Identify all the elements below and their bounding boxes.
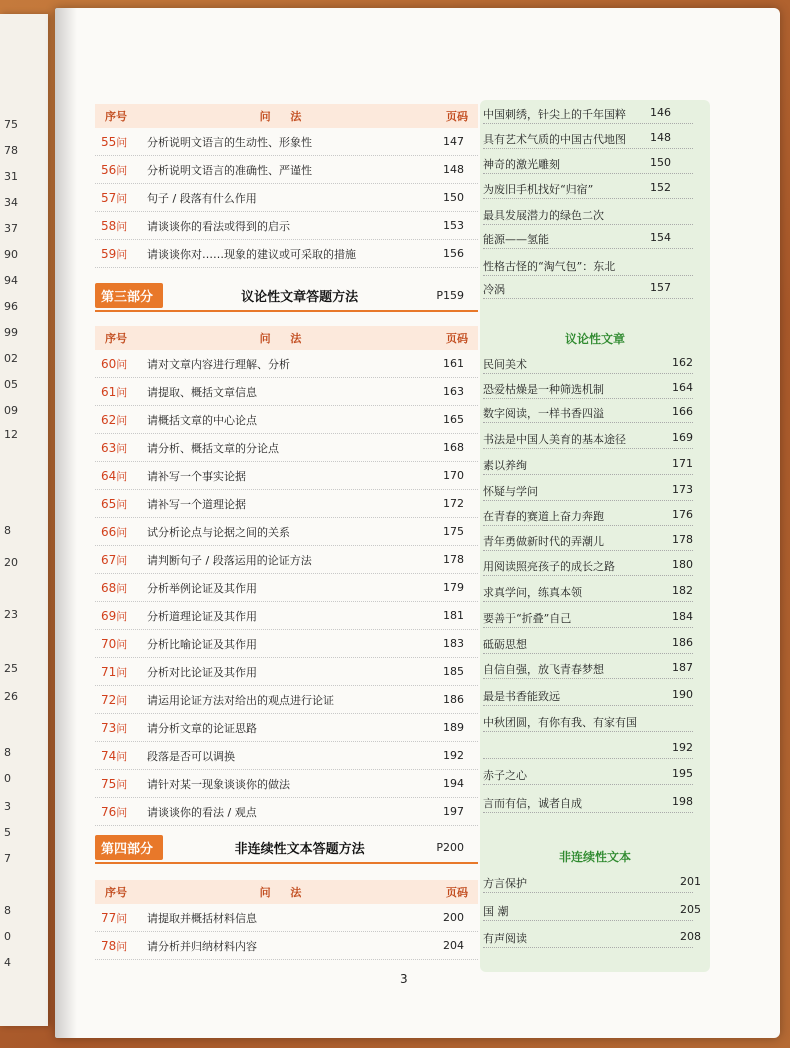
number: 55 [101,134,117,149]
margin-number: 96 [4,300,18,313]
dotted-divider [483,248,693,249]
page-ref: 161 [443,357,464,370]
dotted-divider [483,678,693,679]
dotted-divider [483,575,693,576]
margin-number: 0 [4,772,11,785]
article-page: 192 [672,741,693,754]
margin-number: 23 [4,608,18,621]
number: 70 [101,636,117,651]
header-question: 问 法 [259,886,310,899]
article-title[interactable]: 冷涡 [483,283,505,296]
margin-number: 34 [4,196,18,209]
article-page: 205 [680,903,701,916]
dotted-divider [483,812,693,813]
article-page: 186 [672,636,693,649]
margin-number: 0 [4,930,11,943]
question-text: 请判断句子 / 段落运用的论证方法 [147,553,312,567]
table-row[interactable] [95,490,478,518]
table-row[interactable] [95,462,478,490]
question-number [95,440,147,456]
article-page: 184 [672,610,693,623]
article-title[interactable]: 赤子之心 [483,769,527,782]
wen-suffix: 问 [116,911,128,925]
article-title[interactable]: 书法是中国人美育的基本途径 [483,433,626,446]
section-3-header [95,280,478,312]
question-text: 请谈谈你对……现象的建议或可采取的措施 [147,247,356,261]
dotted-divider [483,398,693,399]
margin-number: 7 [4,852,11,865]
article-page: 164 [672,381,693,394]
table-row[interactable] [95,546,478,574]
number: 71 [101,664,117,679]
question-text: 分析比喻论证及其作用 [147,637,257,651]
article-page: 198 [672,795,693,808]
article-title[interactable]: 用阅读照亮孩子的成长之路 [483,560,615,573]
page-ref: 181 [443,609,464,622]
page-ref: 178 [443,553,464,566]
page-ref: 175 [443,525,464,538]
margin-number: 20 [4,556,18,569]
question-number [95,636,147,652]
article-page: 176 [672,508,693,521]
number: 61 [101,384,117,399]
article-title[interactable]: 砥砺思想 [483,638,527,651]
page-spine-shadow [55,8,77,1038]
toc-table-2 [95,326,478,826]
question-number [95,162,147,178]
table-row[interactable] [95,406,478,434]
article-page: 154 [650,231,671,244]
header-page: 页码 [446,332,468,345]
question-text: 请提取、概括文章信息 [147,385,257,399]
article-title[interactable]: 具有艺术气质的中国古代地图 [483,133,626,146]
article-page: 162 [672,356,693,369]
margin-number: 8 [4,746,11,759]
number: 73 [101,720,117,735]
page-ref: 168 [443,441,464,454]
margin-number: 09 [4,404,18,417]
question-text: 分析对比论证及其作用 [147,665,257,679]
page-ref: 192 [443,749,464,762]
dotted-divider [483,601,693,602]
article-page: 190 [672,688,693,701]
article-title[interactable]: 自信自强，放飞青春梦想 [483,663,604,676]
section-tag: 第三部分 [95,283,163,308]
number: 74 [101,748,117,763]
header-no: 序号 [105,332,127,345]
dotted-divider [483,275,693,276]
article-title[interactable]: 要善于“折叠”自己 [483,612,572,625]
question-text: 请谈谈你的看法 / 观点 [147,805,257,819]
number: 57 [101,190,117,205]
question-number [95,384,147,400]
article-title[interactable]: 能源——氢能 [483,233,549,246]
dotted-divider [483,705,693,706]
table-header [95,880,478,904]
dotted-divider [483,920,693,921]
dotted-divider [483,784,693,785]
wen-suffix: 问 [116,939,128,953]
header-question: 问 法 [259,110,310,123]
page-ref: 153 [443,219,464,232]
article-title[interactable]: 求真学问，练真本领 [483,586,582,599]
table-header [95,326,478,350]
question-number [95,938,147,954]
number: 75 [101,776,117,791]
dotted-divider [483,448,693,449]
article-page: 178 [672,533,693,546]
dotted-divider [483,373,693,374]
dotted-divider [483,758,693,759]
article-page: 171 [672,457,693,470]
margin-number: 05 [4,378,18,391]
margin-number: 90 [4,248,18,261]
wen-suffix: 问 [116,497,128,511]
page-ref: 165 [443,413,464,426]
table-row[interactable] [95,378,478,406]
number: 77 [101,910,117,925]
page-ref: 200 [443,911,464,924]
number: 78 [101,938,117,953]
article-title[interactable]: 怀疑与学问 [483,485,538,498]
article-title[interactable]: 性格古怪的“淘气包”：东北 [483,260,616,273]
question-number [95,496,147,512]
left-page-edge [0,14,48,1026]
dotted-divider [483,422,693,423]
question-number [95,720,147,736]
dotted-divider [483,550,693,551]
number: 58 [101,218,117,233]
question-number [95,190,147,206]
number: 76 [101,804,117,819]
article-page: 157 [650,281,671,294]
article-page: 187 [672,661,693,674]
question-text: 请分析、概括文章的分论点 [147,441,279,455]
table-header [95,104,478,128]
wen-suffix: 问 [116,469,128,483]
number: 72 [101,692,117,707]
wen-suffix: 问 [116,777,128,791]
wen-suffix: 问 [116,413,128,427]
article-title[interactable]: 中秋团圆，有你有我、有家有国 [483,716,637,729]
number: 65 [101,496,117,511]
question-text: 请提取并概括材料信息 [147,911,257,925]
page-ref: 204 [443,939,464,952]
question-number [95,356,147,372]
wen-suffix: 问 [116,247,128,261]
dotted-divider [483,474,693,475]
article-title[interactable]: 民间美术 [483,358,527,371]
table-row[interactable] [95,904,478,932]
article-page: 180 [672,558,693,571]
section-tag: 第四部分 [95,835,163,860]
number: 67 [101,552,117,567]
article-page: 208 [680,930,701,943]
header-question: 问 法 [259,332,310,345]
article-page: 201 [680,875,701,888]
page-ref: 186 [443,693,464,706]
question-text: 请分析文章的论证思路 [147,721,257,735]
margin-number: 8 [4,904,11,917]
article-title[interactable]: 为废旧手机找好“归宿” [483,183,594,196]
article-title[interactable]: 最是书香能致远 [483,690,560,703]
question-number [95,580,147,596]
margin-number: 25 [4,662,18,675]
table-row[interactable] [95,184,478,212]
margin-number: 8 [4,524,11,537]
question-number [95,692,147,708]
article-page: 195 [672,767,693,780]
margin-number: 37 [4,222,18,235]
page-ref: 148 [443,163,464,176]
wen-suffix: 问 [116,637,128,651]
article-title[interactable]: 数字阅读，一样书香四溢 [483,407,604,420]
wen-suffix: 问 [116,805,128,819]
header-no: 序号 [105,886,127,899]
article-title[interactable]: 素以养绚 [483,459,527,472]
page-ref: 179 [443,581,464,594]
section-title[interactable]: 议论性文章答题方法 [241,289,359,305]
wen-suffix: 问 [116,385,128,399]
article-title[interactable]: 中国刺绣，针尖上的千年国粹 [483,108,626,121]
question-number [95,748,147,764]
question-text: 请针对某一现象谈谈你的做法 [147,777,290,791]
page-ref: 150 [443,191,464,204]
question-number [95,804,147,820]
number: 64 [101,468,117,483]
margin-number: 4 [4,956,11,969]
margin-number: 94 [4,274,18,287]
table-row[interactable] [95,156,478,184]
number: 60 [101,356,117,371]
margin-number: 12 [4,428,18,441]
wen-suffix: 问 [116,553,128,567]
margin-number: 5 [4,826,11,839]
wen-suffix: 问 [116,191,128,205]
table-row[interactable] [95,742,478,770]
wen-suffix: 问 [116,665,128,679]
article-page: 182 [672,584,693,597]
dotted-divider [483,731,693,732]
dotted-divider [483,298,693,299]
article-page: 146 [650,106,671,119]
article-page: 148 [650,131,671,144]
section-page: P159 [436,288,464,302]
number: 59 [101,246,117,261]
margin-number: 3 [4,800,11,813]
article-title[interactable]: 青年勇做新时代的弄潮儿 [483,535,604,548]
question-text: 请补写一个道理论据 [147,497,246,511]
article-page: 150 [650,156,671,169]
dotted-divider [483,525,693,526]
article-title[interactable]: 言而有信，诚者自成 [483,797,582,810]
table-row[interactable] [95,240,478,268]
table-row[interactable] [95,518,478,546]
article-page: 152 [650,181,671,194]
table-row[interactable] [95,658,478,686]
header-no: 序号 [105,110,127,123]
wen-suffix: 问 [116,163,128,177]
table-row[interactable] [95,714,478,742]
dotted-divider [483,947,693,948]
article-title[interactable]: 方言保护 [483,877,527,890]
table-row[interactable] [95,574,478,602]
article-title[interactable]: 有声阅读 [483,932,527,945]
wen-suffix: 问 [116,609,128,623]
section-page: P200 [436,840,464,854]
dotted-divider [483,123,693,124]
page-ref: 183 [443,637,464,650]
number: 68 [101,580,117,595]
question-number [95,608,147,624]
page-ref: 172 [443,497,464,510]
section-4-header [95,832,478,864]
margin-number: 99 [4,326,18,339]
heading-argumentative: 议论性文章 [564,332,625,346]
toc-table-1 [95,104,478,268]
table-row[interactable] [95,350,478,378]
header-page: 页码 [446,110,468,123]
article-title[interactable]: 国 潮 [483,905,509,918]
question-text: 请对文章内容进行理解、分析 [147,357,290,371]
question-number [95,524,147,540]
section-title[interactable]: 非连续性文本答题方法 [234,841,365,857]
dotted-divider [483,224,693,225]
question-number [95,552,147,568]
page-ref: 194 [443,777,464,790]
table-row[interactable] [95,932,478,960]
margin-number: 75 [4,118,18,131]
margin-number: 78 [4,144,18,157]
page-ref: 189 [443,721,464,734]
dotted-divider [483,198,693,199]
question-number [95,412,147,428]
wen-suffix: 问 [116,749,128,763]
number: 56 [101,162,117,177]
number: 63 [101,440,117,455]
question-number [95,218,147,234]
question-text: 分析道理论证及其作用 [147,609,257,623]
article-title[interactable]: 在青春的赛道上奋力奔跑 [483,510,604,523]
question-text: 试分析论点与论据之间的关系 [147,525,290,539]
header-page: 页码 [446,886,468,899]
page-ref: 156 [443,247,464,260]
question-text: 分析说明文语言的准确性、严谨性 [147,163,312,177]
wen-suffix: 问 [116,441,128,455]
question-text: 请概括文章的中心论点 [147,413,257,427]
question-text: 分析举例论证及其作用 [147,581,257,595]
table-row[interactable] [95,602,478,630]
question-text: 请补写一个事实论据 [147,469,246,483]
question-number [95,468,147,484]
margin-number: 02 [4,352,18,365]
question-text: 请分析并归纳材料内容 [147,939,257,953]
number: 62 [101,412,117,427]
question-number [95,246,147,262]
dotted-divider [483,500,693,501]
question-number [95,664,147,680]
question-text: 请谈谈你的看法或得到的启示 [147,219,290,233]
wen-suffix: 问 [116,135,128,149]
table-row[interactable] [95,128,478,156]
article-page: 173 [672,483,693,496]
table-row[interactable] [95,798,478,826]
toc-table-3 [95,880,478,960]
wen-suffix: 问 [116,219,128,233]
article-title[interactable]: 神奇的激光雕刻 [483,158,560,171]
dotted-divider [483,148,693,149]
question-text: 段落是否可以调换 [147,749,235,763]
table-row[interactable] [95,770,478,798]
dotted-divider [483,627,693,628]
table-row[interactable] [95,686,478,714]
page-ref: 197 [443,805,464,818]
wen-suffix: 问 [116,581,128,595]
wen-suffix: 问 [116,693,128,707]
margin-number: 26 [4,690,18,703]
table-row[interactable] [95,434,478,462]
number: 66 [101,524,117,539]
dotted-divider [483,892,693,893]
wen-suffix: 问 [116,525,128,539]
question-number [95,134,147,150]
page-ref: 185 [443,665,464,678]
question-text: 句子 / 段落有什么作用 [147,191,257,205]
article-page: 166 [672,405,693,418]
page-ref: 170 [443,469,464,482]
number: 69 [101,608,117,623]
page-ref: 163 [443,385,464,398]
article-title[interactable]: 恐爱枯燥是一种筛选机制 [483,383,604,396]
question-text: 分析说明文语言的生动性、形象性 [147,135,312,149]
article-title[interactable]: 最具发展潜力的绿色二次 [483,209,604,222]
question-text: 请运用论证方法对给出的观点进行论证 [147,693,334,707]
page-number: 3 [400,972,408,986]
dotted-divider [483,653,693,654]
wen-suffix: 问 [116,357,128,371]
question-number [95,776,147,792]
dotted-divider [483,173,693,174]
article-page: 169 [672,431,693,444]
table-row[interactable] [95,630,478,658]
page-ref: 147 [443,135,464,148]
wen-suffix: 问 [116,721,128,735]
heading-non-continuous: 非连续性文本 [558,850,631,864]
table-row[interactable] [95,212,478,240]
question-number [95,910,147,926]
margin-number: 31 [4,170,18,183]
